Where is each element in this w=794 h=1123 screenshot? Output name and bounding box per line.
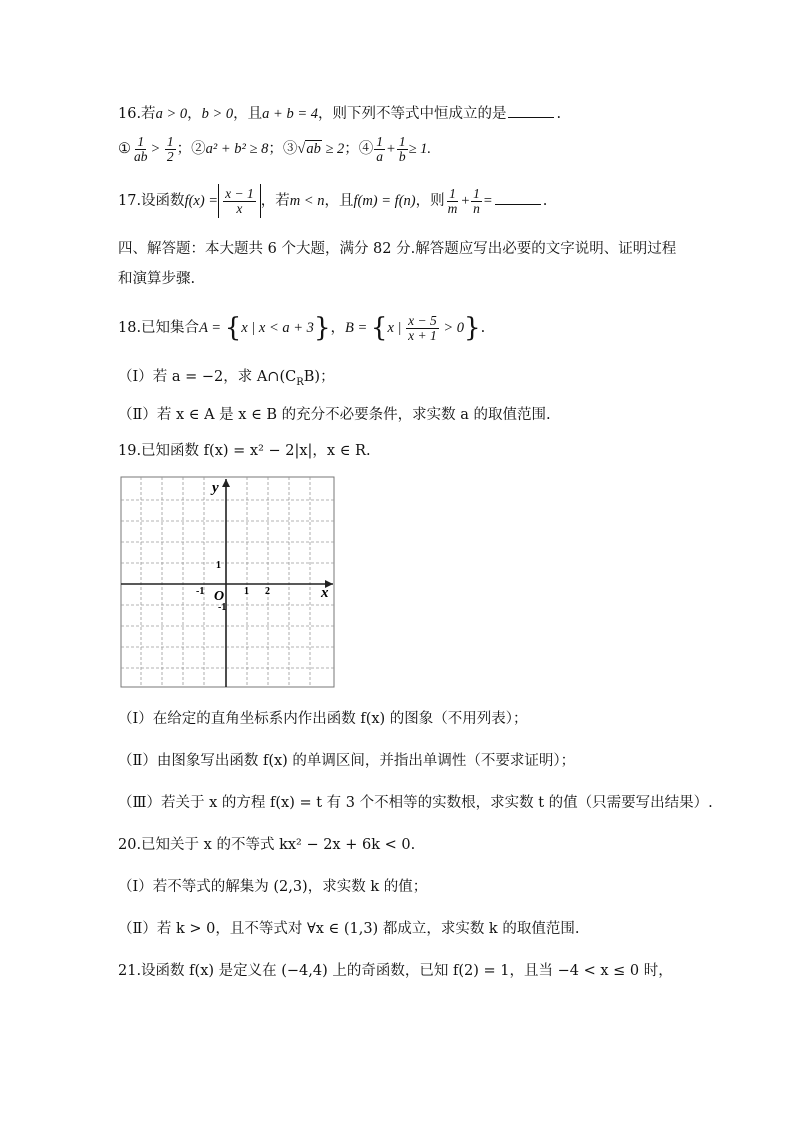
coordinate-grid bbox=[120, 476, 335, 688]
tick-x-2: 2 bbox=[265, 586, 270, 597]
q20-part1: （Ⅰ）若不等式的解集为 (2,3)，求实数 k 的值； bbox=[118, 879, 428, 895]
q19-part2: （Ⅱ）由图象写出函数 f(x) 的单调区间，并指出单调性（不要求证明）； bbox=[118, 753, 576, 769]
tick-x-neg1: -1 bbox=[196, 586, 205, 597]
q16-options: ① $\frac{1}{ab}$ > $\frac{1}{2}$ ；②a² + b² ≥ 8；③√ab ≥ 2；④ $\frac{1}{a}$ + $\frac{1}{b}$ ≥ 1. bbox=[118, 133, 432, 164]
q16-stem: 16.若a > 0，b > 0，且a + b = 4，则下列不等式中恒成立的是 . bbox=[118, 103, 561, 125]
tick-x-1: 1 bbox=[244, 586, 249, 597]
y-axis-label: y bbox=[212, 480, 219, 496]
answer-blank bbox=[508, 103, 554, 118]
q19-stem: 19.已知函数 f(x) = x² − 2|x|，x ∈ R. bbox=[118, 443, 371, 459]
q18-stem: 18.已知集合A = {x | x < a + 3}，B = {x | $\frac{x - 5}{x + 1}$ > 0}. bbox=[118, 312, 486, 343]
tick-y-1: 1 bbox=[216, 560, 221, 571]
q19-part1: （Ⅰ）在给定的直角坐标系内作出函数 f(x) 的图象（不用列表）； bbox=[118, 711, 528, 727]
q18-part1: （Ⅰ）若 a = −2，求 $A\cap(C_RB)$； bbox=[118, 369, 335, 388]
tick-y-neg1: -1 bbox=[218, 602, 227, 613]
origin-label: O bbox=[214, 589, 225, 604]
answer-blank bbox=[495, 190, 541, 205]
section-heading: 四、解答题：本大题共 6 个大题，满分 82 分.解答题应写出必要的文字说明、证明过程和演算步骤. bbox=[118, 241, 677, 287]
q19-part3: （Ⅲ）若关于 x 的方程 f(x) = t 有 3 个不相等的实数根，求实数 t 的值（只需要写出结果）. bbox=[118, 795, 713, 811]
q20-stem: 20.已知关于 x 的不等式 kx² − 2x + 6k < 0. bbox=[118, 837, 416, 853]
q20-part2: （Ⅱ）若 k > 0，且不等式对 ∀x ∈ (1,3) 都成立，求实数 k 的取值范围. bbox=[118, 921, 580, 937]
x-axis-label: x bbox=[321, 585, 329, 601]
q21-stem: 21.设函数 f(x) 是定义在 (−4,4) 上的奇函数，已知 f(2) = 1，且当 −4 < x ≤ 0 时， bbox=[118, 963, 673, 979]
q17-stem: 17.设函数f(x) = $\frac{x - 1}{x}$ ，若m < n，且f(m) = f(n)，则 $\frac{1}{m}$ + $\frac{1}{n}$ = . bbox=[118, 184, 547, 218]
q18-part2: （Ⅱ）若 x ∈ A 是 x ∈ B 的充分不必要条件，求实数 a 的取值范围. bbox=[118, 407, 551, 423]
